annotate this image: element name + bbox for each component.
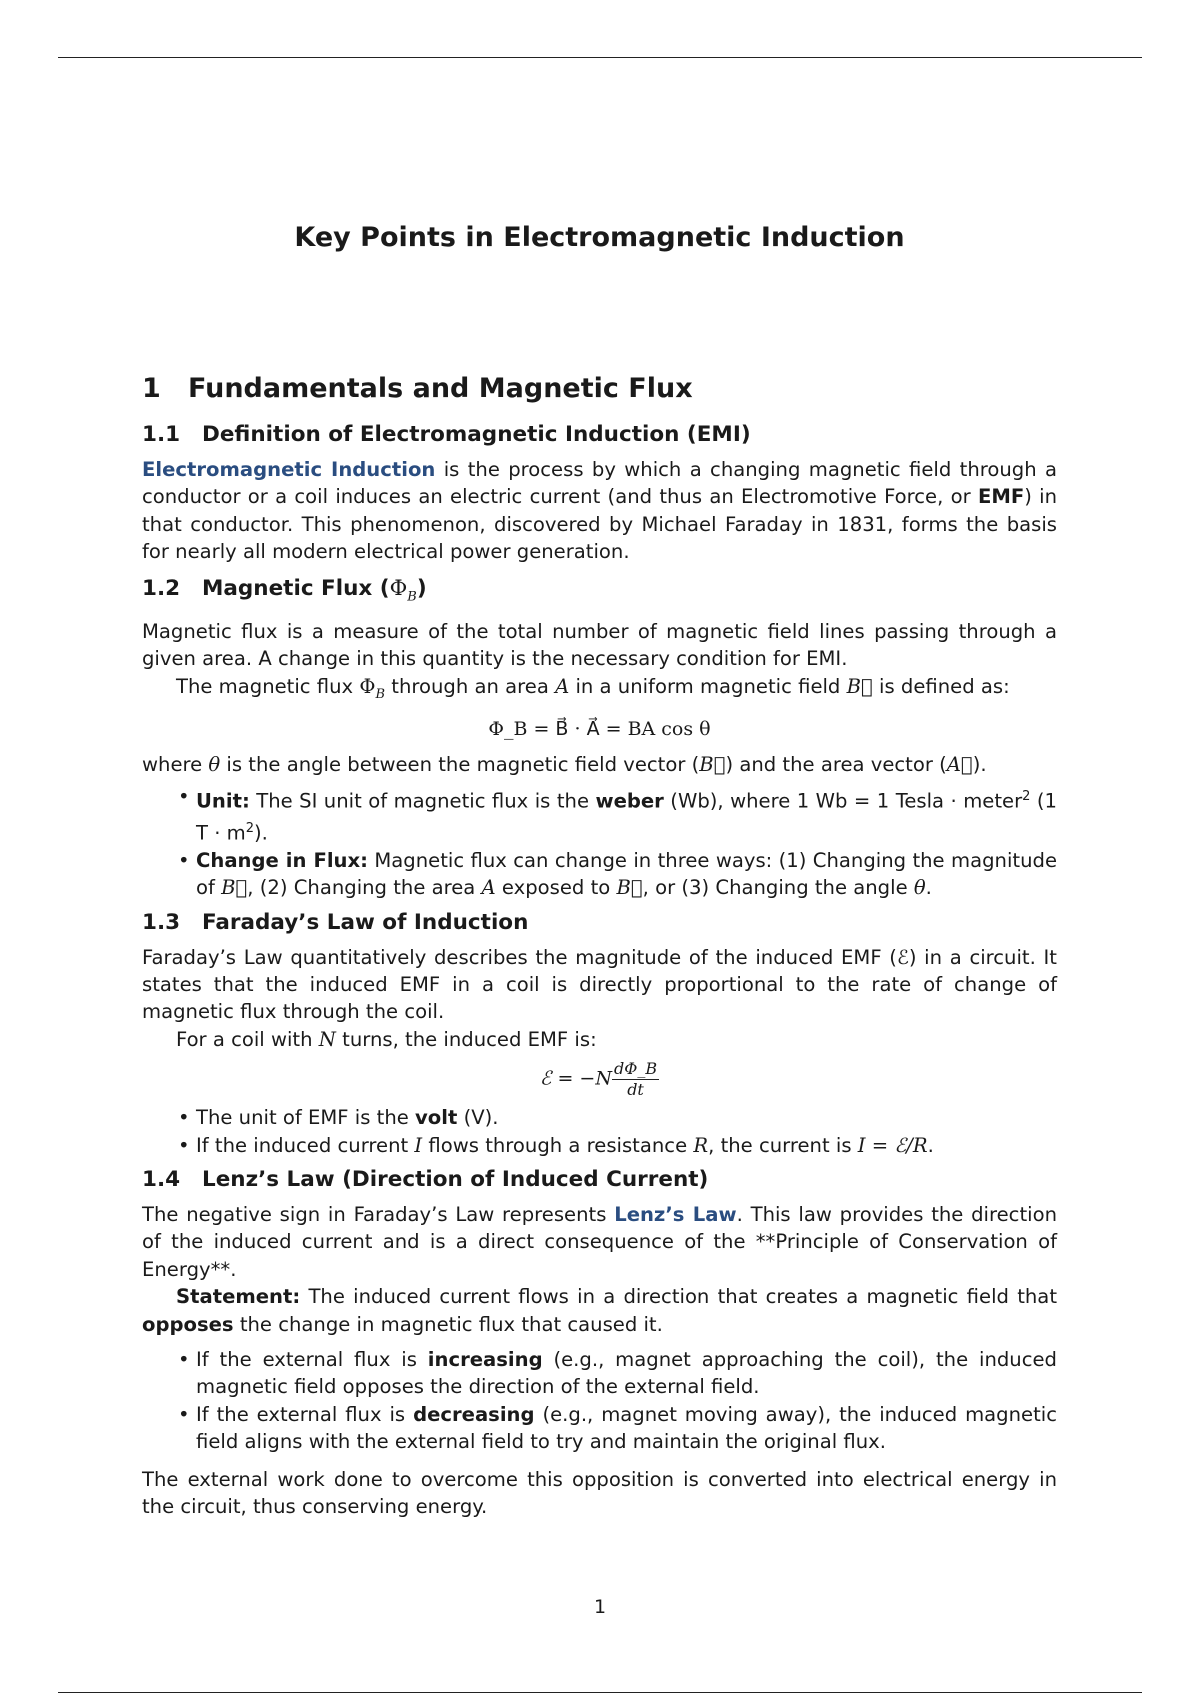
- bold-term: opposes: [142, 1312, 234, 1336]
- faraday-coil-paragraph: [142, 1026, 1057, 1053]
- text: (V).: [457, 1106, 499, 1130]
- subsection-title: Faraday’s Law of Induction: [202, 909, 529, 935]
- subsection-1-4-heading: [142, 1165, 1057, 1195]
- math-symbol: R: [693, 1133, 709, 1157]
- math-subscript: B: [407, 588, 417, 604]
- bold-label: Change in Flux:: [196, 848, 368, 872]
- math-symbol: A: [481, 876, 496, 900]
- text: If the external flux is: [196, 1348, 428, 1372]
- list-item: [196, 1401, 1057, 1456]
- document-title: Key Points in Electromagnetic Induction: [294, 222, 905, 253]
- list-item: [196, 847, 1057, 902]
- subsection-number: 1.4: [142, 1166, 181, 1192]
- faraday-intro-paragraph: Faraday’s Law quantitatively describes the magnitude of the induced EMF (ℰ) in a circuit. It states that the induced EMF in a coil is directly proportional to the rate of change of magnetic flux through the coil.: [142, 945, 1057, 1024]
- text: is defined as:: [872, 674, 1010, 698]
- bold-term: weber: [595, 789, 664, 813]
- math-symbol: Φ: [359, 674, 376, 698]
- subsection-title: Magnetic Flux (: [202, 575, 390, 601]
- angle-explanation: [142, 751, 1057, 778]
- emf-bold: EMF: [977, 485, 1025, 509]
- flux-definition-paragraph: [142, 673, 1057, 708]
- math-subscript: B: [375, 686, 386, 702]
- page-number: 1: [593, 1596, 607, 1618]
- header-rule: [58, 57, 1142, 58]
- bold-term: volt: [415, 1106, 458, 1130]
- faraday-equation: [142, 1059, 1057, 1100]
- text: ) and the area vector (: [725, 753, 947, 777]
- math-expression: I = ℰ/R: [857, 1133, 928, 1157]
- bold-label: Statement:: [176, 1285, 301, 1309]
- math-symbol: θ: [208, 753, 221, 777]
- math-symbol: A: [555, 674, 570, 698]
- subsection-1-3-heading: [142, 908, 1057, 938]
- text: the change in magnetic flux that caused it.: [233, 1312, 663, 1336]
- list-item: [196, 783, 1057, 847]
- text: (e.g., magnet approaching the coil), the induced magnetic field opposes the direction of the external field.: [196, 1348, 1057, 1399]
- math-symbol: A⃗: [946, 753, 973, 777]
- section-1-heading: [142, 372, 1057, 406]
- bold-label: Unit:: [196, 789, 250, 813]
- bold-term: decreasing: [413, 1402, 535, 1426]
- list-item: [196, 1104, 1057, 1131]
- section-title: Fundamentals and Magnetic Flux: [188, 373, 693, 404]
- text: Magnetic flux can change in three ways: (1) Changing the magnitude of: [196, 848, 1057, 900]
- text: , (2) Changing the area: [247, 876, 482, 900]
- subsection-number: 1.1: [142, 422, 181, 447]
- text: For a coil with: [176, 1027, 319, 1051]
- flux-equation: Φ_B = B⃗ · A⃗ = BA cos θ: [488, 718, 711, 741]
- math-symbol: I: [414, 1133, 423, 1157]
- section-number: 1: [142, 373, 161, 404]
- emi-term-link[interactable]: Electromagnetic Induction: [142, 458, 436, 481]
- text: ) in that conductor. This phenomenon, discovered by Michael Faraday in 1831, forms the basis for nearly all modern electrical power generation.: [142, 485, 1057, 564]
- superscript: 2: [245, 820, 255, 836]
- math-symbol: B⃗: [616, 876, 643, 900]
- lenz-law-link[interactable]: Lenz’s Law: [614, 1202, 737, 1226]
- text: ).: [254, 821, 268, 845]
- text: , the current is: [708, 1133, 858, 1157]
- subsection-1-2-heading: [142, 574, 1057, 612]
- fraction-numerator: dΦ_B: [613, 1059, 658, 1079]
- text: , or (3) Changing the angle: [642, 876, 914, 900]
- lenz-statement-paragraph: [142, 1283, 1057, 1338]
- equation-lhs: ℰ = −N: [539, 1067, 612, 1090]
- text: The SI unit of magnetic flux is the: [249, 789, 596, 813]
- text: . This law provides the direction of the induced current and is a direct consequence of the **Principle of Conservation of Energy**.: [142, 1202, 1057, 1281]
- list-item: [196, 1346, 1057, 1401]
- text: (e.g., magnet moving away), the induced magnetic field aligns with the external field to try and maintain the original flux.: [196, 1402, 1057, 1454]
- subsection-title: Definition of Electromagnetic Induction (EMI): [202, 422, 751, 447]
- text: If the induced current: [196, 1133, 415, 1157]
- text: (Wb), where 1 Wb = 1 Tesla · meter: [663, 789, 1023, 813]
- superscript: 2: [1022, 788, 1031, 804]
- subsection-title: Lenz’s Law (Direction of Induced Current): [202, 1166, 709, 1192]
- text: The unit of EMF is the: [196, 1106, 416, 1130]
- flux-intro-paragraph: Magnetic flux is a measure of the total number of magnetic field lines passing through a given area. A change in this quantity is the necessary condition for EMI.: [142, 619, 1057, 671]
- math-symbol: θ: [913, 876, 926, 900]
- subsection-1-1-heading: [142, 420, 1057, 450]
- fraction-denominator: dt: [627, 1080, 644, 1100]
- text: flows through a resistance: [422, 1133, 694, 1157]
- faraday-bullet-list: [142, 1104, 1057, 1159]
- text: (1 T · m: [196, 789, 1057, 845]
- subsection-title: ): [416, 575, 427, 601]
- text: The magnetic flux: [176, 674, 360, 698]
- bold-term: increasing: [427, 1348, 543, 1372]
- fraction: [612, 1059, 659, 1100]
- text: ).: [972, 753, 987, 777]
- text: is the process by which a changing magnetic field through a conductor or a coil induces an electric current (and thus an Electromotive Force, or: [142, 458, 1057, 509]
- flux-bullet-list: [142, 783, 1057, 902]
- math-symbol: B⃗: [699, 753, 726, 777]
- text: where: [142, 753, 209, 777]
- math-symbol: N: [318, 1027, 336, 1051]
- math-symbol: B⃗: [221, 876, 248, 900]
- lenz-intro-paragraph: [142, 1201, 1057, 1283]
- text: If the external flux is: [196, 1402, 414, 1426]
- document-body: [142, 372, 1057, 1520]
- math-symbol: B⃗: [846, 674, 873, 698]
- text: through an area: [385, 674, 556, 698]
- list-item: [196, 1132, 1057, 1159]
- text: in a uniform magnetic field: [569, 674, 847, 698]
- lenz-bullet-list: [142, 1346, 1057, 1456]
- text: exposed to: [495, 876, 617, 900]
- math-symbol: Φ: [389, 575, 408, 601]
- text: is the angle between the magnetic field vector (: [220, 753, 700, 777]
- subsection-number: 1.2: [142, 575, 181, 601]
- footer-rule: [58, 1692, 1142, 1693]
- energy-conservation-paragraph: The external work done to overcome this opposition is converted into electrical energy in the circuit, thus conserving energy.: [142, 1467, 1057, 1519]
- text: turns, the induced EMF is:: [335, 1027, 597, 1051]
- subsection-number: 1.3: [142, 909, 181, 935]
- text: The induced current flows in a direction that creates a magnetic field that: [300, 1285, 1057, 1309]
- emi-definition-paragraph: [142, 456, 1057, 566]
- text: The negative sign in Faraday’s Law represents: [142, 1202, 615, 1226]
- text: .: [925, 876, 932, 900]
- text: .: [927, 1133, 934, 1157]
